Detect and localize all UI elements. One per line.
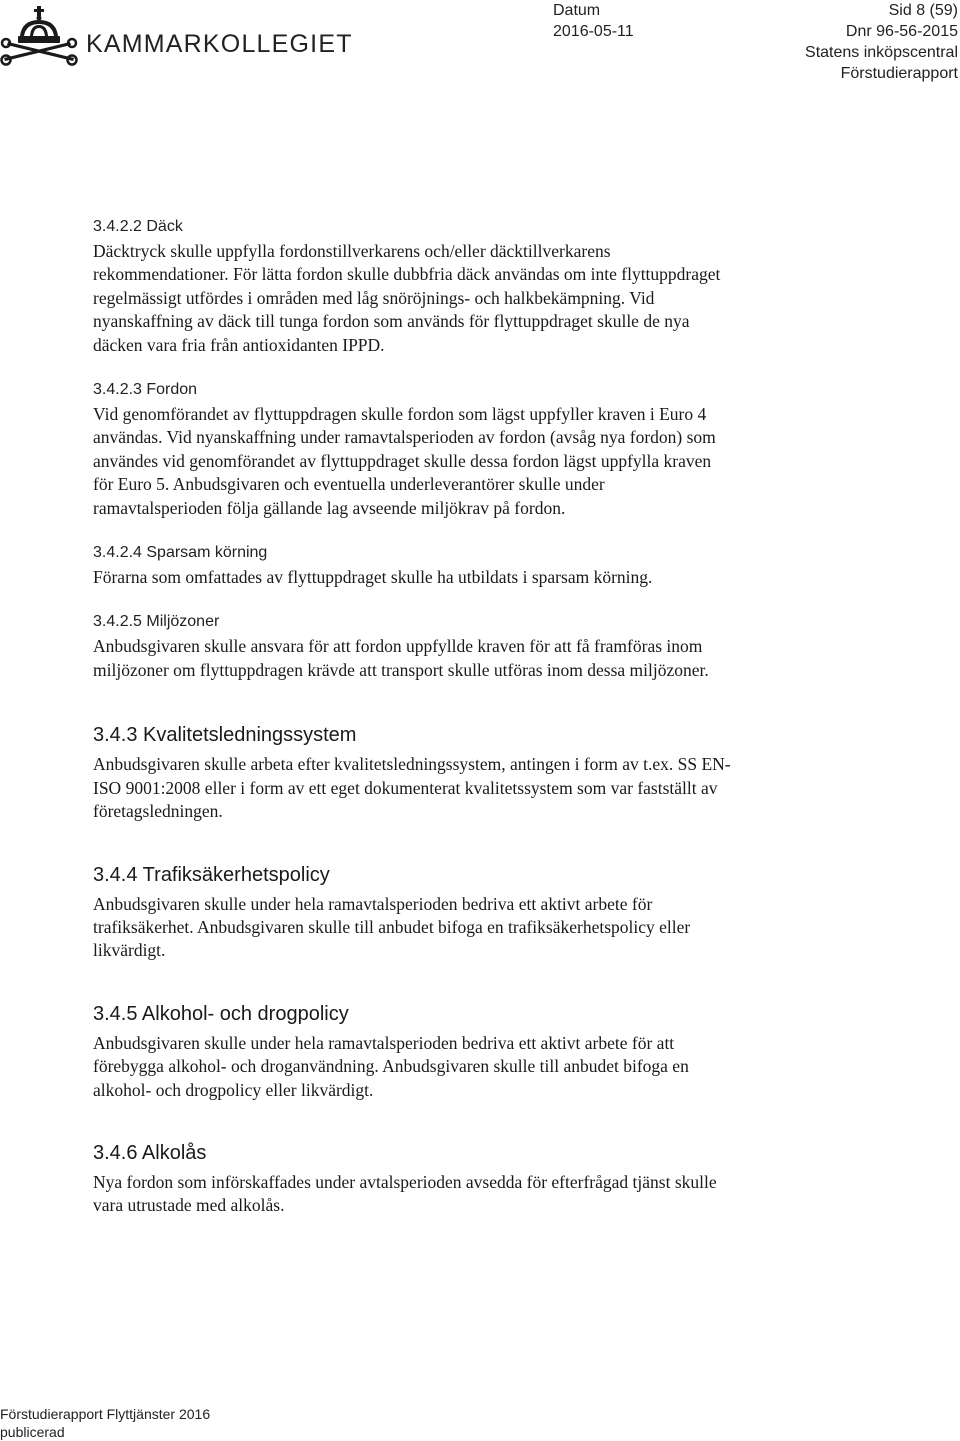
section-heading: 3.4.6 Alkolås <box>93 1141 207 1164</box>
text-line: rekommendationer. För lätta fordon skulle dubbfria däck användas om inte flyttuppdraget <box>93 264 721 285</box>
section-paragraph <box>93 893 883 963</box>
section-3-4-2-3 <box>93 379 883 520</box>
text-line: Anbudsgivaren skulle arbeta efter kvalitetsledningssystem, antingen i form av t.ex. SS EN- <box>93 754 731 775</box>
text-line: däcken vara fria från antioxidanten IPPD. <box>93 334 385 355</box>
header-meta-right <box>805 0 958 84</box>
section-paragraph <box>93 240 883 357</box>
text-line: användes vid genomförandet av flyttuppdraget skulle dessa fordon lägst uppfylla kraven <box>93 450 712 471</box>
text-line: nyanskaffning av däck till tunga fordon som används för flyttuppdraget skulle de nya <box>93 311 690 332</box>
text-line: miljözoner om flyttuppdragen krävde att transport skulle utföras inom dessa miljözoner. <box>93 659 709 680</box>
text-line: för Euro 5. Anbudsgivaren och eventuella underleverantörer skulle under <box>93 474 605 495</box>
text-line: Däcktryck skulle uppfylla fordonstillverkarens och/eller däcktillverkarens <box>93 241 611 261</box>
text-line: alkohol- och drogpolicy eller likvärdigt. <box>93 1079 374 1100</box>
section-heading: 3.4.2.4 Sparsam körning <box>93 544 268 562</box>
section-3-4-5 <box>93 1001 883 1102</box>
text-line: Anbudsgivaren skulle ansvara för att fordon uppfyllde kraven för att få framföras inom <box>93 636 703 657</box>
section-paragraph <box>93 753 883 823</box>
document-type: Förstudierapport <box>840 65 958 82</box>
kammarkollegiet-logo <box>0 6 353 68</box>
section-3-4-6 <box>93 1140 883 1218</box>
text-line: förebygga alkohol- och droganvändning. Anbudsgivaren skulle till anbudet bifoga en <box>93 1056 689 1077</box>
page-number: Sid 8 (59) <box>888 2 958 19</box>
text-line: användas. Vid nyanskaffning under ramavtalsperioden av fordon (avsåg nya fordon) som <box>93 427 716 448</box>
text-line: likvärdigt. <box>93 940 166 961</box>
section-heading: 3.4.4 Trafiksäkerhetspolicy <box>93 863 330 886</box>
section-paragraph <box>93 1032 883 1102</box>
text-line: företagsledningen. <box>93 801 223 822</box>
text-line: ramavtalsperioden följa gällande lag avseende miljökrav på fordon. <box>93 497 566 518</box>
footer-title: Förstudierapport Flyttjänster 2016 <box>0 1406 211 1422</box>
footer-status: publicerad <box>0 1424 65 1440</box>
section-3-4-2-4 <box>93 542 883 589</box>
header-meta-left <box>553 0 634 42</box>
crown-emblem-icon <box>0 6 80 68</box>
date-value: 2016-05-11 <box>553 23 634 40</box>
section-3-4-2-2 <box>93 216 883 357</box>
section-heading: 3.4.2.5 Miljözoner <box>93 613 220 631</box>
text-line: Anbudsgivaren skulle under hela ramavtalsperioden bedriva ett aktivt arbete för <box>93 893 653 914</box>
text-line: regelmässigt utfördes i områden med låg snöröjnings- och halkbekämpning. Vid <box>93 287 655 308</box>
text-line: Nya fordon som införskaffades under avtalsperioden avsedda för efterfrågad tjänst skulle <box>93 1171 717 1192</box>
section-paragraph <box>93 635 883 682</box>
section-paragraph <box>93 1171 883 1218</box>
organization: Statens inköpscentral <box>805 44 958 61</box>
text-line: ISO 9001:2008 eller i form av ett eget dokumenterat kvalitetssystem som var fastställt av <box>93 777 718 798</box>
logo-text: KAMMARKOLLEGIET <box>86 29 353 58</box>
section-paragraph <box>93 403 883 520</box>
text-line: trafiksäkerhet. Anbudsgivaren skulle till anbudet bifoga en trafiksäkerhetspolicy eller <box>93 916 691 937</box>
page-footer <box>0 1405 210 1441</box>
section-3-4-2-5 <box>93 611 883 682</box>
text-line: Förarna som omfattades av flyttuppdraget skulle ha utbildats i sparsam körning. <box>93 567 653 588</box>
section-paragraph <box>93 566 883 589</box>
text-line: Anbudsgivaren skulle under hela ramavtalsperioden bedriva ett aktivt arbete för att <box>93 1032 675 1053</box>
document-body <box>93 216 883 1218</box>
section-heading: 3.4.5 Alkohol- och drogpolicy <box>93 1002 349 1025</box>
section-3-4-4 <box>93 862 883 963</box>
section-3-4-3 <box>93 722 883 823</box>
section-heading: 3.4.2.3 Fordon <box>93 381 198 399</box>
section-heading: 3.4.2.2 Däck <box>93 218 183 235</box>
section-heading: 3.4.3 Kvalitetsledningssystem <box>93 724 357 747</box>
text-line: vara utrustade med alkolås. <box>93 1195 285 1216</box>
text-line: Vid genomförandet av flyttuppdragen skulle fordon som lägst uppfyller kraven i Euro 4 <box>93 404 707 425</box>
date-label: Datum <box>553 2 601 19</box>
diary-number: Dnr 96-56-2015 <box>845 23 958 40</box>
